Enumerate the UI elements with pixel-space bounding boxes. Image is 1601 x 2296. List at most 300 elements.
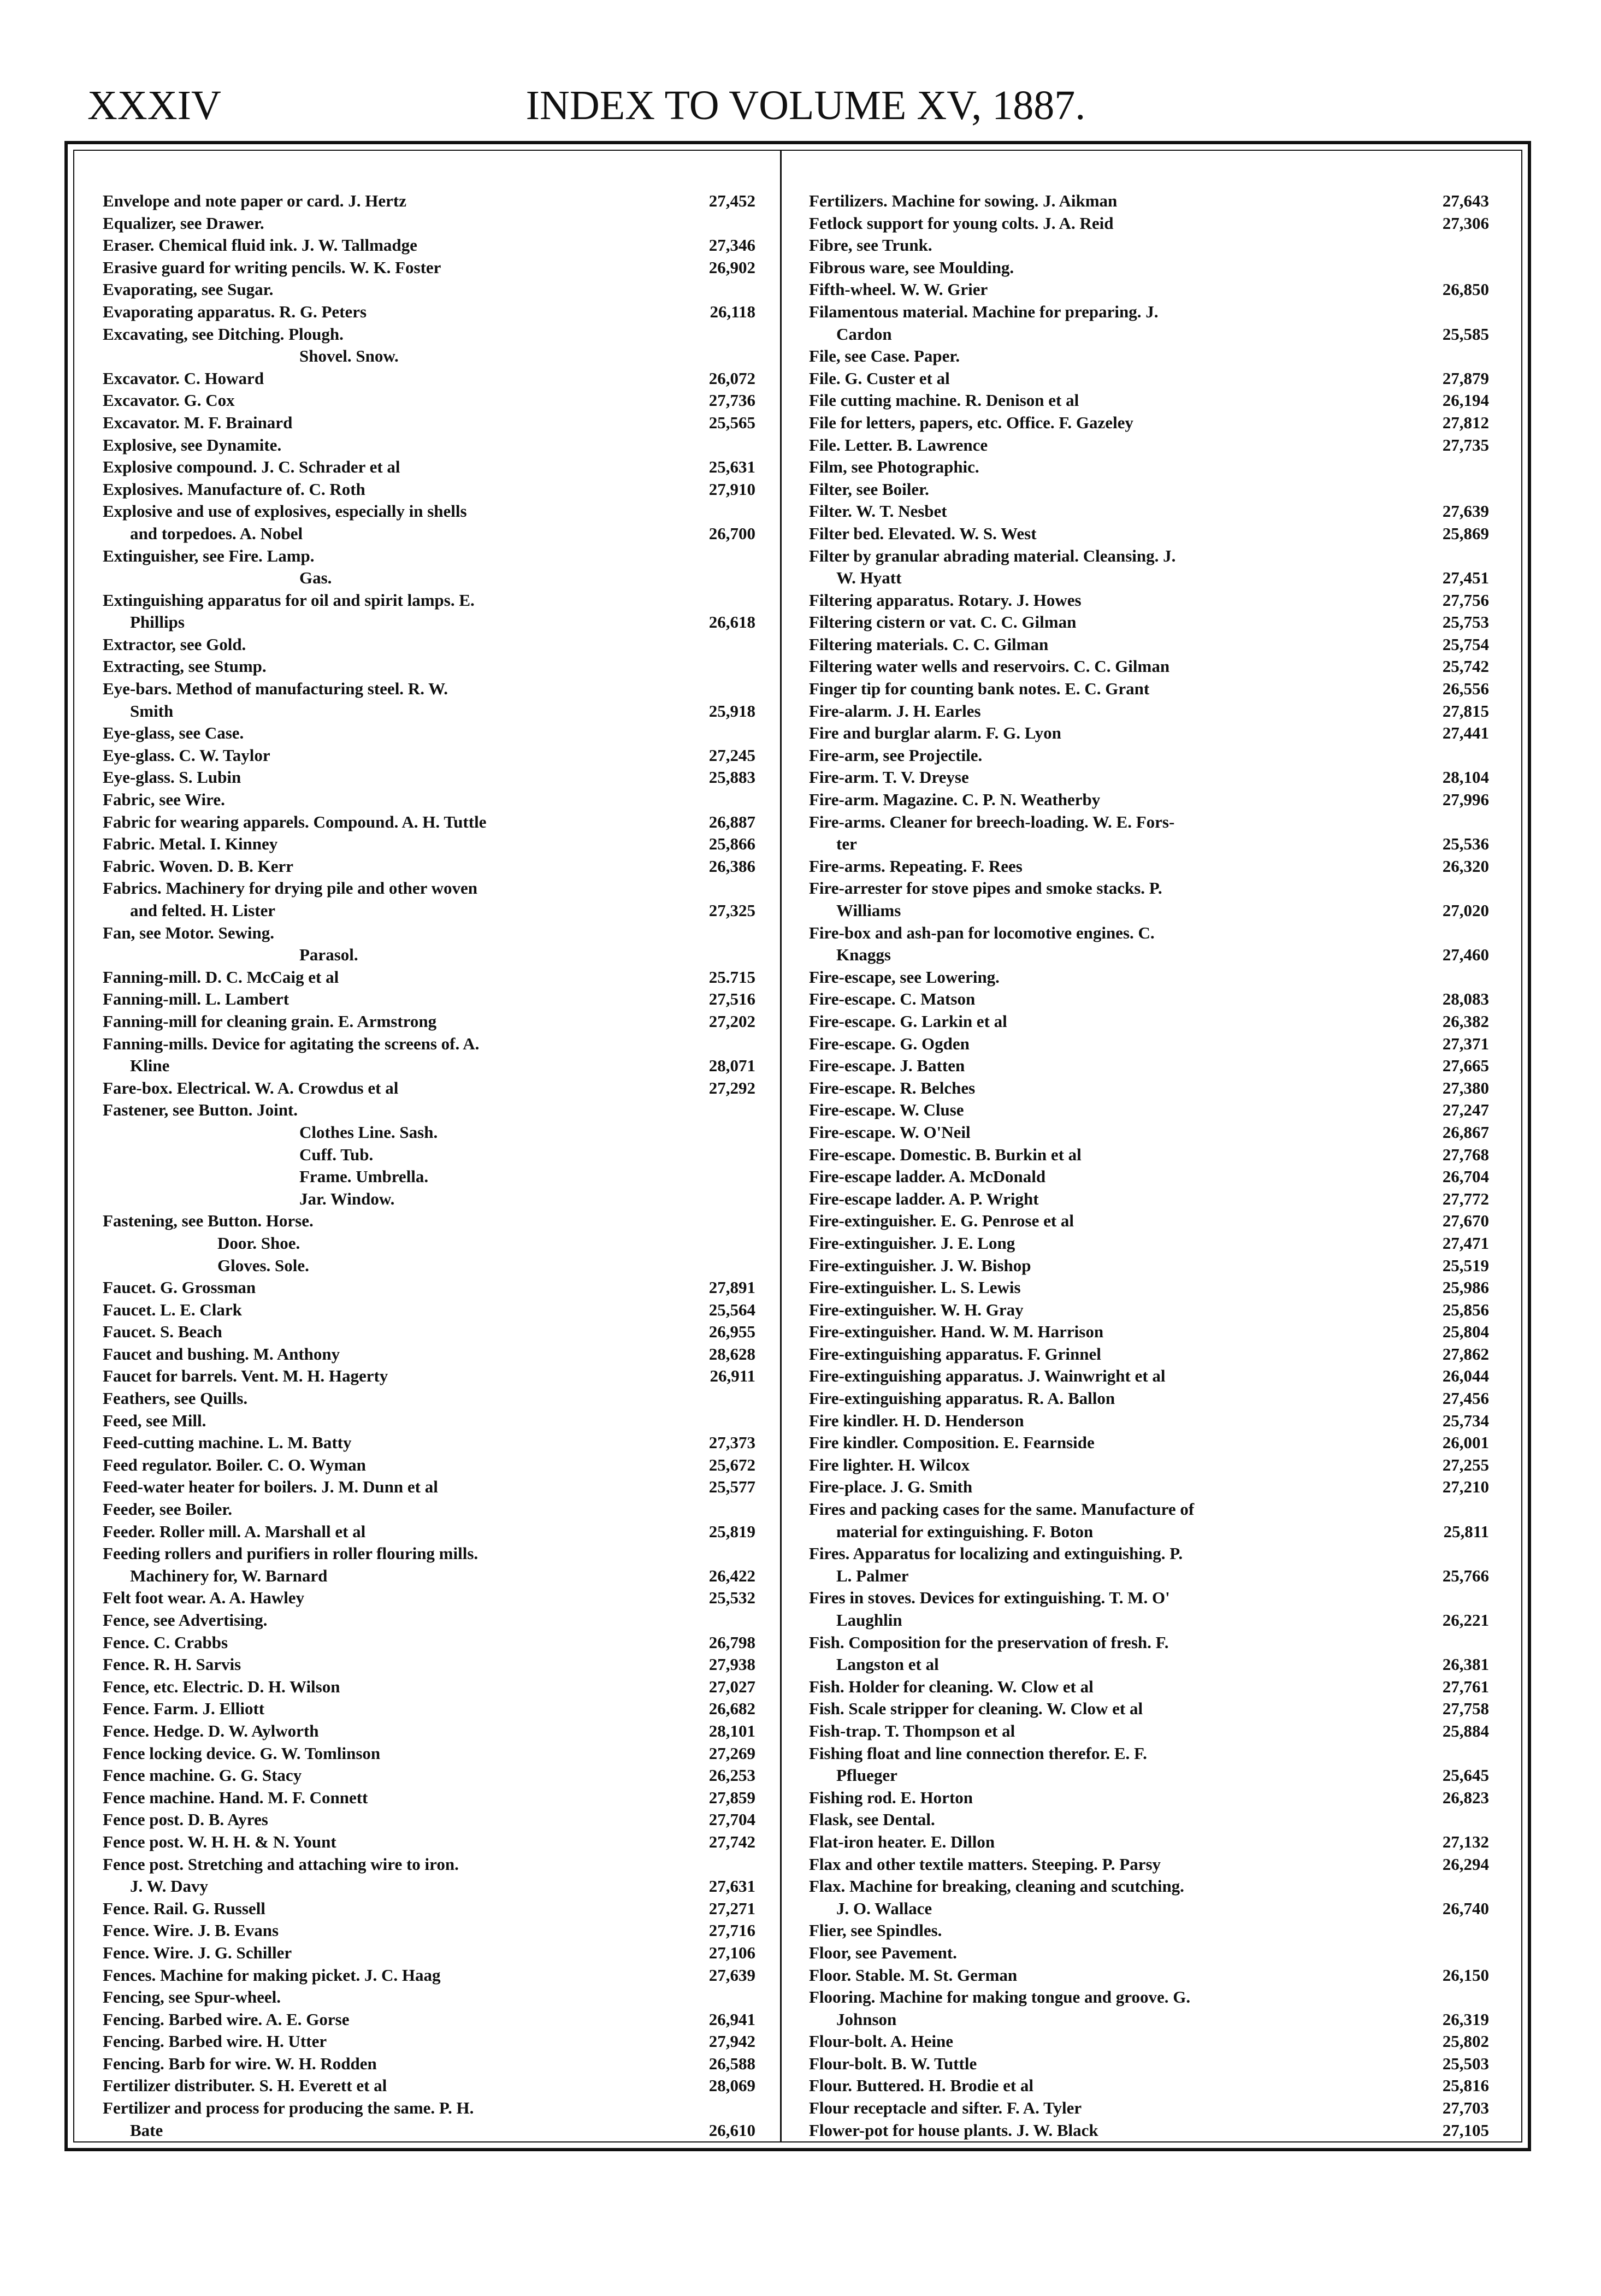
entry-text: Jar. Window. [299,1189,395,1208]
patent-number: 26,319 [1442,2009,1489,2029]
index-entry [103,1122,755,1144]
index-entry [103,1365,755,1388]
index-entry [103,1232,755,1255]
index-entry [809,279,1489,301]
entry-text: Fence machine. G. G. Stacy [103,1766,302,1785]
index-entry [103,279,755,301]
index-entry [809,2120,1489,2142]
index-entry [809,1654,1489,1676]
entry-text: Bate [130,2120,163,2140]
patent-number: 27,859 [708,1787,755,1807]
entry-text: Extinguishing apparatus for oil and spirit lamps. E. [103,590,475,610]
index-entry [103,479,755,501]
patent-number: 26,320 [1442,856,1489,876]
index-entry [103,1166,755,1188]
patent-number: 26,850 [1442,280,1489,299]
index-entry [809,434,1489,457]
patent-number: 25,536 [1442,834,1489,854]
entry-text: Fire-arms. Cleaner for breech-loading. W. E. Fors- [809,812,1175,831]
index-entry [103,1432,755,1454]
entry-text: Knaggs [836,945,891,965]
entry-text: Explosive, see Dynamite. [103,435,282,455]
patent-number: 27,325 [708,901,755,920]
index-entry [103,766,755,789]
index-entry [809,789,1489,811]
index-entry [103,1188,755,1211]
index-entry [103,1388,755,1410]
index-entry [103,634,755,656]
index-entry [809,1787,1489,1809]
index-entry [103,789,755,811]
patent-number: 26,740 [1442,1898,1489,1918]
patent-number: 26,867 [1442,1122,1489,1142]
entry-text: J. O. Wallace [836,1898,932,1918]
patent-number: 25,856 [1442,1300,1489,1319]
entry-text: Fertilizer and process for producing the same. P. H. [103,2098,474,2118]
index-entry [103,1720,755,1743]
index-entry [103,1055,755,1077]
entry-text: Fanning-mill for cleaning grain. E. Armstrong [103,1011,437,1031]
index-entry [103,1654,755,1676]
index-entry [809,1343,1489,1366]
index-entry [103,1698,755,1720]
patent-number: 25,811 [1443,1521,1489,1541]
entry-text: Fabric. Metal. I. Kinney [103,834,278,854]
index-entry [103,2120,755,2142]
patent-number: 27,756 [1442,590,1489,610]
patent-number: 27,891 [708,1278,755,1297]
entry-text: Fire-box and ash-pan for locomotive engines. C. [809,923,1155,942]
index-entry [809,900,1489,922]
patent-number: 28,069 [708,2076,755,2096]
entry-text: Fire kindler. H. D. Henderson [809,1410,1024,1430]
patent-number: 27,938 [708,1655,755,1674]
entry-text: Eraser. Chemical fluid ink. J. W. Tallmadge [103,235,417,255]
entry-text: Smith [130,701,174,721]
patent-number: 25,565 [708,412,755,432]
entry-text: Fire-escape. G. Larkin et al [809,1011,1007,1031]
index-inner-frame [73,150,1522,2142]
patent-number: 27,441 [1442,723,1489,743]
index-entry [103,389,755,412]
index-entry [809,656,1489,678]
index-entry [809,523,1489,545]
index-entry [809,811,1489,834]
index-entry [809,1321,1489,1343]
patent-number: 25,645 [1442,1766,1489,1785]
patent-number: 26,118 [710,302,755,321]
entry-text: J. W. Davy [130,1876,208,1896]
entry-text: Pflueger [836,1766,897,1785]
entry-text: Fire-extinguishing apparatus. R. A. Ballon [809,1389,1115,1408]
index-entry [103,589,755,612]
entry-text: Fire-escape ladder. A. McDonald [809,1167,1046,1187]
entry-text: Fire-escape. C. Matson [809,989,976,1009]
entry-text: Floor, see Pavement. [809,1943,957,1962]
index-entry [103,412,755,434]
index-entry [809,1498,1489,1521]
index-entry [809,1299,1489,1321]
entry-text: and felted. H. Lister [130,901,276,920]
entry-text: Fanning-mill. D. C. McCaig et al [103,967,339,987]
index-entry [809,1587,1489,1609]
index-entry [809,1277,1489,1299]
patent-number: 28,071 [708,1056,755,1076]
patent-number: 25,519 [1442,1255,1489,1275]
index-entry [809,745,1489,767]
entry-text: Fence machine. Hand. M. F. Connett [103,1787,368,1807]
entry-text: Faucet. S. Beach [103,1322,222,1342]
patent-number: 25,986 [1442,1278,1489,1297]
entry-text: Filamentous material. Machine for preparing. J. [809,302,1159,321]
entry-text: Fencing. Barbed wire. A. E. Gorse [103,2009,350,2029]
entry-text: Flower-pot for house plants. J. W. Black [809,2120,1098,2140]
index-entry [809,412,1489,434]
patent-number: 25,883 [708,768,755,787]
entry-text: Faucet and bushing. M. Anthony [103,1344,340,1364]
index-entry [809,345,1489,368]
entry-text: Clothes Line. Sash. [299,1122,438,1142]
index-entry [809,1720,1489,1743]
index-entry [103,1521,755,1543]
entry-text: Fire-extinguisher. W. H. Gray [809,1300,1024,1319]
page-number: XXXIV [87,82,221,128]
entry-text: Extracting, see Stump. [103,657,267,676]
index-entry [809,944,1489,966]
entry-text: Fence. Hedge. D. W. Aylworth [103,1721,319,1740]
patent-number: 26,556 [1442,679,1489,699]
index-entry [103,1410,755,1432]
entry-text: Feeding rollers and purifiers in roller flouring mills. [103,1544,478,1563]
index-entry [809,234,1489,257]
entry-text: Felt foot wear. A. A. Hawley [103,1588,305,1608]
patent-number: 28,101 [708,1721,755,1740]
index-entry [809,1210,1489,1232]
entry-text: Fabric. Woven. D. B. Kerr [103,856,293,876]
index-entry [809,1255,1489,1277]
patent-number: 25,564 [708,1300,755,1319]
index-entry [103,190,755,213]
patent-number: 26,001 [1442,1433,1489,1453]
index-entry [103,1321,755,1343]
patent-number: 26,253 [708,1766,755,1785]
patent-number: 25.715 [708,967,755,987]
index-entry [809,323,1489,346]
entry-text: Extractor, see Gold. [103,634,246,654]
patent-number: 26,386 [708,856,755,876]
patent-number: 27,027 [708,1677,755,1696]
patent-number: 25,869 [1442,523,1489,543]
index-entry [809,1942,1489,1964]
index-entry [809,1099,1489,1122]
index-entry [809,1410,1489,1432]
index-entry [809,966,1489,989]
index-entry [103,700,755,723]
entry-text: Feeder. Roller mill. A. Marshall et al [103,1521,366,1541]
entry-text: Flour-bolt. A. Heine [809,2032,954,2051]
index-entry [809,1565,1489,1587]
entry-text: Flour receptacle and sifter. F. A. Tyler [809,2098,1082,2118]
patent-number: 26,294 [1442,1854,1489,1874]
patent-number: 25,672 [708,1455,755,1474]
patent-number: 28,628 [708,1344,755,1364]
entry-text: Fire-escape. J. Batten [809,1056,965,1076]
patent-number: 26,941 [708,2009,755,2029]
entry-text: Explosive and use of explosives, especially in shells [103,501,467,521]
index-entry [809,922,1489,945]
entry-text: Johnson [836,2009,897,2029]
entry-text: Fencing. Barbed wire. H. Utter [103,2032,327,2051]
patent-number: 27,942 [708,2032,755,2051]
entry-text: Fire-escape. W. Cluse [809,1100,964,1120]
entry-text: Cardon [836,324,892,344]
patent-number: 27,996 [1442,790,1489,810]
entry-text: Cuff. Tub. [299,1144,374,1164]
patent-number: 25,742 [1442,657,1489,676]
entry-text: Fan, see Motor. Sewing. [103,923,274,942]
index-entry [103,1099,755,1122]
index-entry [809,766,1489,789]
index-entry [103,922,755,945]
entry-text: Flax and other textile matters. Steeping. P. Parsy [809,1854,1161,1874]
patent-number: 27,735 [1442,435,1489,455]
patent-number: 27,643 [1442,191,1489,210]
index-entry [103,855,755,878]
entry-text: Filter bed. Elevated. W. S. West [809,523,1037,543]
entry-text: Parasol. [299,945,358,965]
entry-text: Shovel. Snow. [299,346,399,366]
entry-text: Fabrics. Machinery for drying pile and other woven [103,878,477,898]
index-entry [103,745,755,767]
patent-number: 25,918 [708,701,755,721]
patent-number: 25,804 [1442,1322,1489,1342]
entry-text: Fertilizers. Machine for sowing. J. Aikman [809,191,1118,210]
index-entry [809,2097,1489,2120]
patent-number: 25,503 [1442,2053,1489,2073]
entry-text: ter [836,834,857,854]
patent-number: 27,862 [1442,1344,1489,1364]
patent-number: 27,516 [708,989,755,1009]
entry-text: Fires and packing cases for the same. Manufacture of [809,1500,1195,1519]
entry-text: Fetlock support for young colts. J. A. Reid [809,213,1114,233]
entry-text: Fence locking device. G. W. Tomlinson [103,1743,381,1763]
index-entry [809,1454,1489,1477]
patent-number: 27,665 [1442,1056,1489,1076]
index-entry [103,1942,755,1964]
entry-text: Flooring. Machine for making tongue and groove. G. [809,1987,1191,2007]
entry-text: Envelope and note paper or card. J. Hertz [103,191,406,210]
entry-text: Feed, see Mill. [103,1410,206,1430]
patent-number: 26,911 [710,1366,755,1386]
entry-text: File for letters, papers, etc. Office. F. Gazeley [809,412,1133,432]
patent-number: 25,754 [1442,634,1489,654]
entry-text: Flax. Machine for breaking, cleaning and scutching. [809,1876,1184,1896]
entry-text: Fence. C. Crabbs [103,1632,228,1652]
index-entry [103,1299,755,1321]
left-column [103,190,755,2141]
entry-text: Fish. Holder for cleaning. W. Clow et al [809,1677,1094,1696]
index-entry [809,500,1489,523]
entry-text: File. G. Custer et al [809,368,950,388]
entry-text: Fire kindler. Composition. E. Fearnside [809,1433,1095,1453]
index-entry [809,1543,1489,1565]
patent-number: 27,704 [708,1810,755,1829]
entry-text: Kline [130,1056,170,1076]
index-entry [103,833,755,855]
entry-text: Fire-arms. Repeating. F. Rees [809,856,1023,876]
patent-number: 26,072 [708,368,755,388]
patent-number: 25,802 [1442,2032,1489,2051]
entry-text: Eye-glass, see Case. [103,723,244,743]
entry-text: Fire lighter. H. Wilcox [809,1455,970,1474]
patent-number: 27,271 [708,1898,755,1918]
index-entry [809,589,1489,612]
index-entry [103,545,755,568]
patent-number: 27,451 [1442,568,1489,588]
patent-number: 26,798 [708,1632,755,1652]
index-entry [103,1144,755,1166]
index-entry [809,1986,1489,2009]
index-entry [103,2097,755,2120]
index-entry [809,1122,1489,1144]
entry-text: Flour. Buttered. H. Brodie et al [809,2076,1034,2096]
entry-text: Fire-arrester for stove pipes and smoke stacks. P. [809,878,1162,898]
entry-text: Williams [836,901,901,920]
index-entry [103,1077,755,1100]
entry-text: Flask, see Dental. [809,1810,935,1829]
patent-number: 27,456 [1442,1389,1489,1408]
entry-text: Fence. Wire. J. B. Evans [103,1921,279,1940]
patent-number: 26,955 [708,1322,755,1342]
index-entry [809,190,1489,213]
patent-number: 27,247 [1442,1100,1489,1120]
index-entry [103,500,755,523]
patent-number: 27,020 [1442,901,1489,920]
patent-number: 26,704 [1442,1167,1489,1187]
index-entry [809,213,1489,235]
entry-text: Equalizer, see Drawer. [103,213,264,233]
index-entry [103,345,755,368]
entry-text: Filter by granular abrading material. Cleansing. J. [809,546,1176,565]
index-entry [103,2009,755,2031]
index-entry [103,2053,755,2075]
entry-text: Fence, see Advertising. [103,1610,268,1630]
patent-number: 27,255 [1442,1455,1489,1474]
index-entry [809,1698,1489,1720]
index-frame [64,141,1531,2151]
entry-text: Filter. W. T. Nesbet [809,501,947,521]
index-entry [103,1609,755,1632]
entry-text: Eye-bars. Method of manufacturing steel. R. W. [103,679,448,699]
index-entry [103,2075,755,2097]
entry-text: Fire-arm. T. V. Dreyse [809,768,969,787]
patent-number: 27,670 [1442,1211,1489,1231]
index-entry [103,213,755,235]
index-entry [809,988,1489,1011]
patent-number: 25,766 [1442,1566,1489,1585]
entry-text: Finger tip for counting bank notes. E. C. Grant [809,679,1150,699]
index-entry [103,1898,755,1920]
entry-text: Fertilizer distributer. S. H. Everett et al [103,2076,387,2096]
index-entry [809,1432,1489,1454]
index-entry [809,1033,1489,1055]
index-entry [103,1476,755,1498]
index-entry [809,1743,1489,1765]
index-entry [103,1454,755,1477]
entry-text: Fire-arm. Magazine. C. P. N. Weatherby [809,790,1101,810]
index-entry [103,944,755,966]
index-entry [103,1831,755,1854]
entry-text: W. Hyatt [836,568,902,588]
index-entry [103,567,755,589]
entry-text: and torpedoes. A. Nobel [130,523,303,543]
index-entry [809,1388,1489,1410]
patent-number: 25,819 [708,1521,755,1541]
entry-text: material for extinguishing. F. Boton [836,1521,1094,1541]
index-entry [809,2053,1489,2075]
entry-text: Fishing float and line connection therefor. E. F. [809,1743,1147,1763]
patent-number: 27,269 [708,1743,755,1763]
patent-number: 25,631 [708,457,755,477]
index-entry [809,1809,1489,1831]
entry-text: Gas. [299,568,332,588]
patent-number: 25,532 [708,1588,755,1608]
index-entry [103,1498,755,1521]
patent-number: 27,703 [1442,2098,1489,2118]
index-entry [809,2031,1489,2053]
patent-number: 27,210 [1442,1477,1489,1497]
index-entry [809,1365,1489,1388]
index-entry [103,1565,755,1587]
entry-text: Erasive guard for writing pencils. W. K. Foster [103,257,441,277]
index-entry [103,1632,755,1654]
patent-number: 26,610 [708,2120,755,2140]
index-entry [103,1920,755,1942]
entry-text: Fence post. Stretching and attaching wire to iron. [103,1854,459,1874]
index-entry [809,567,1489,589]
index-entry [809,456,1489,479]
entry-text: Filtering cistern or vat. C. C. Gilman [809,612,1077,632]
index-entry [809,1854,1489,1876]
patent-number: 26,887 [708,812,755,831]
entry-text: Flour-bolt. B. W. Tuttle [809,2053,977,2073]
entry-text: Explosives. Manufacture of. C. Roth [103,479,365,499]
patent-number: 26,902 [708,257,755,277]
patent-number: 25,585 [1442,324,1489,344]
patent-number: 25,866 [708,834,755,854]
entry-text: Extinguisher, see Fire. Lamp. [103,546,315,565]
index-entry [103,1764,755,1787]
patent-number: 27,373 [708,1433,755,1453]
index-entry [103,1875,755,1898]
entry-text: Fence. Rail. G. Russell [103,1898,265,1918]
entry-text: Faucet. L. E. Clark [103,1300,242,1319]
entry-text: Fires in stoves. Devices for extinguishing. T. M. O' [809,1588,1170,1608]
patent-number: 27,105 [1442,2120,1489,2140]
patent-number: 25,734 [1442,1410,1489,1430]
patent-number: 26,618 [708,612,755,632]
entry-text: Eye-glass. C. W. Taylor [103,745,270,765]
patent-number: 27,132 [1442,1832,1489,1851]
entry-text: Fires. Apparatus for localizing and extinguishing. P. [809,1544,1183,1563]
patent-number: 27,202 [708,1011,755,1031]
index-entry [103,257,755,279]
index-entry [809,545,1489,568]
patent-number: 27,879 [1442,368,1489,388]
index-entry [809,389,1489,412]
index-entry [809,678,1489,700]
patent-number: 27,736 [708,391,755,410]
